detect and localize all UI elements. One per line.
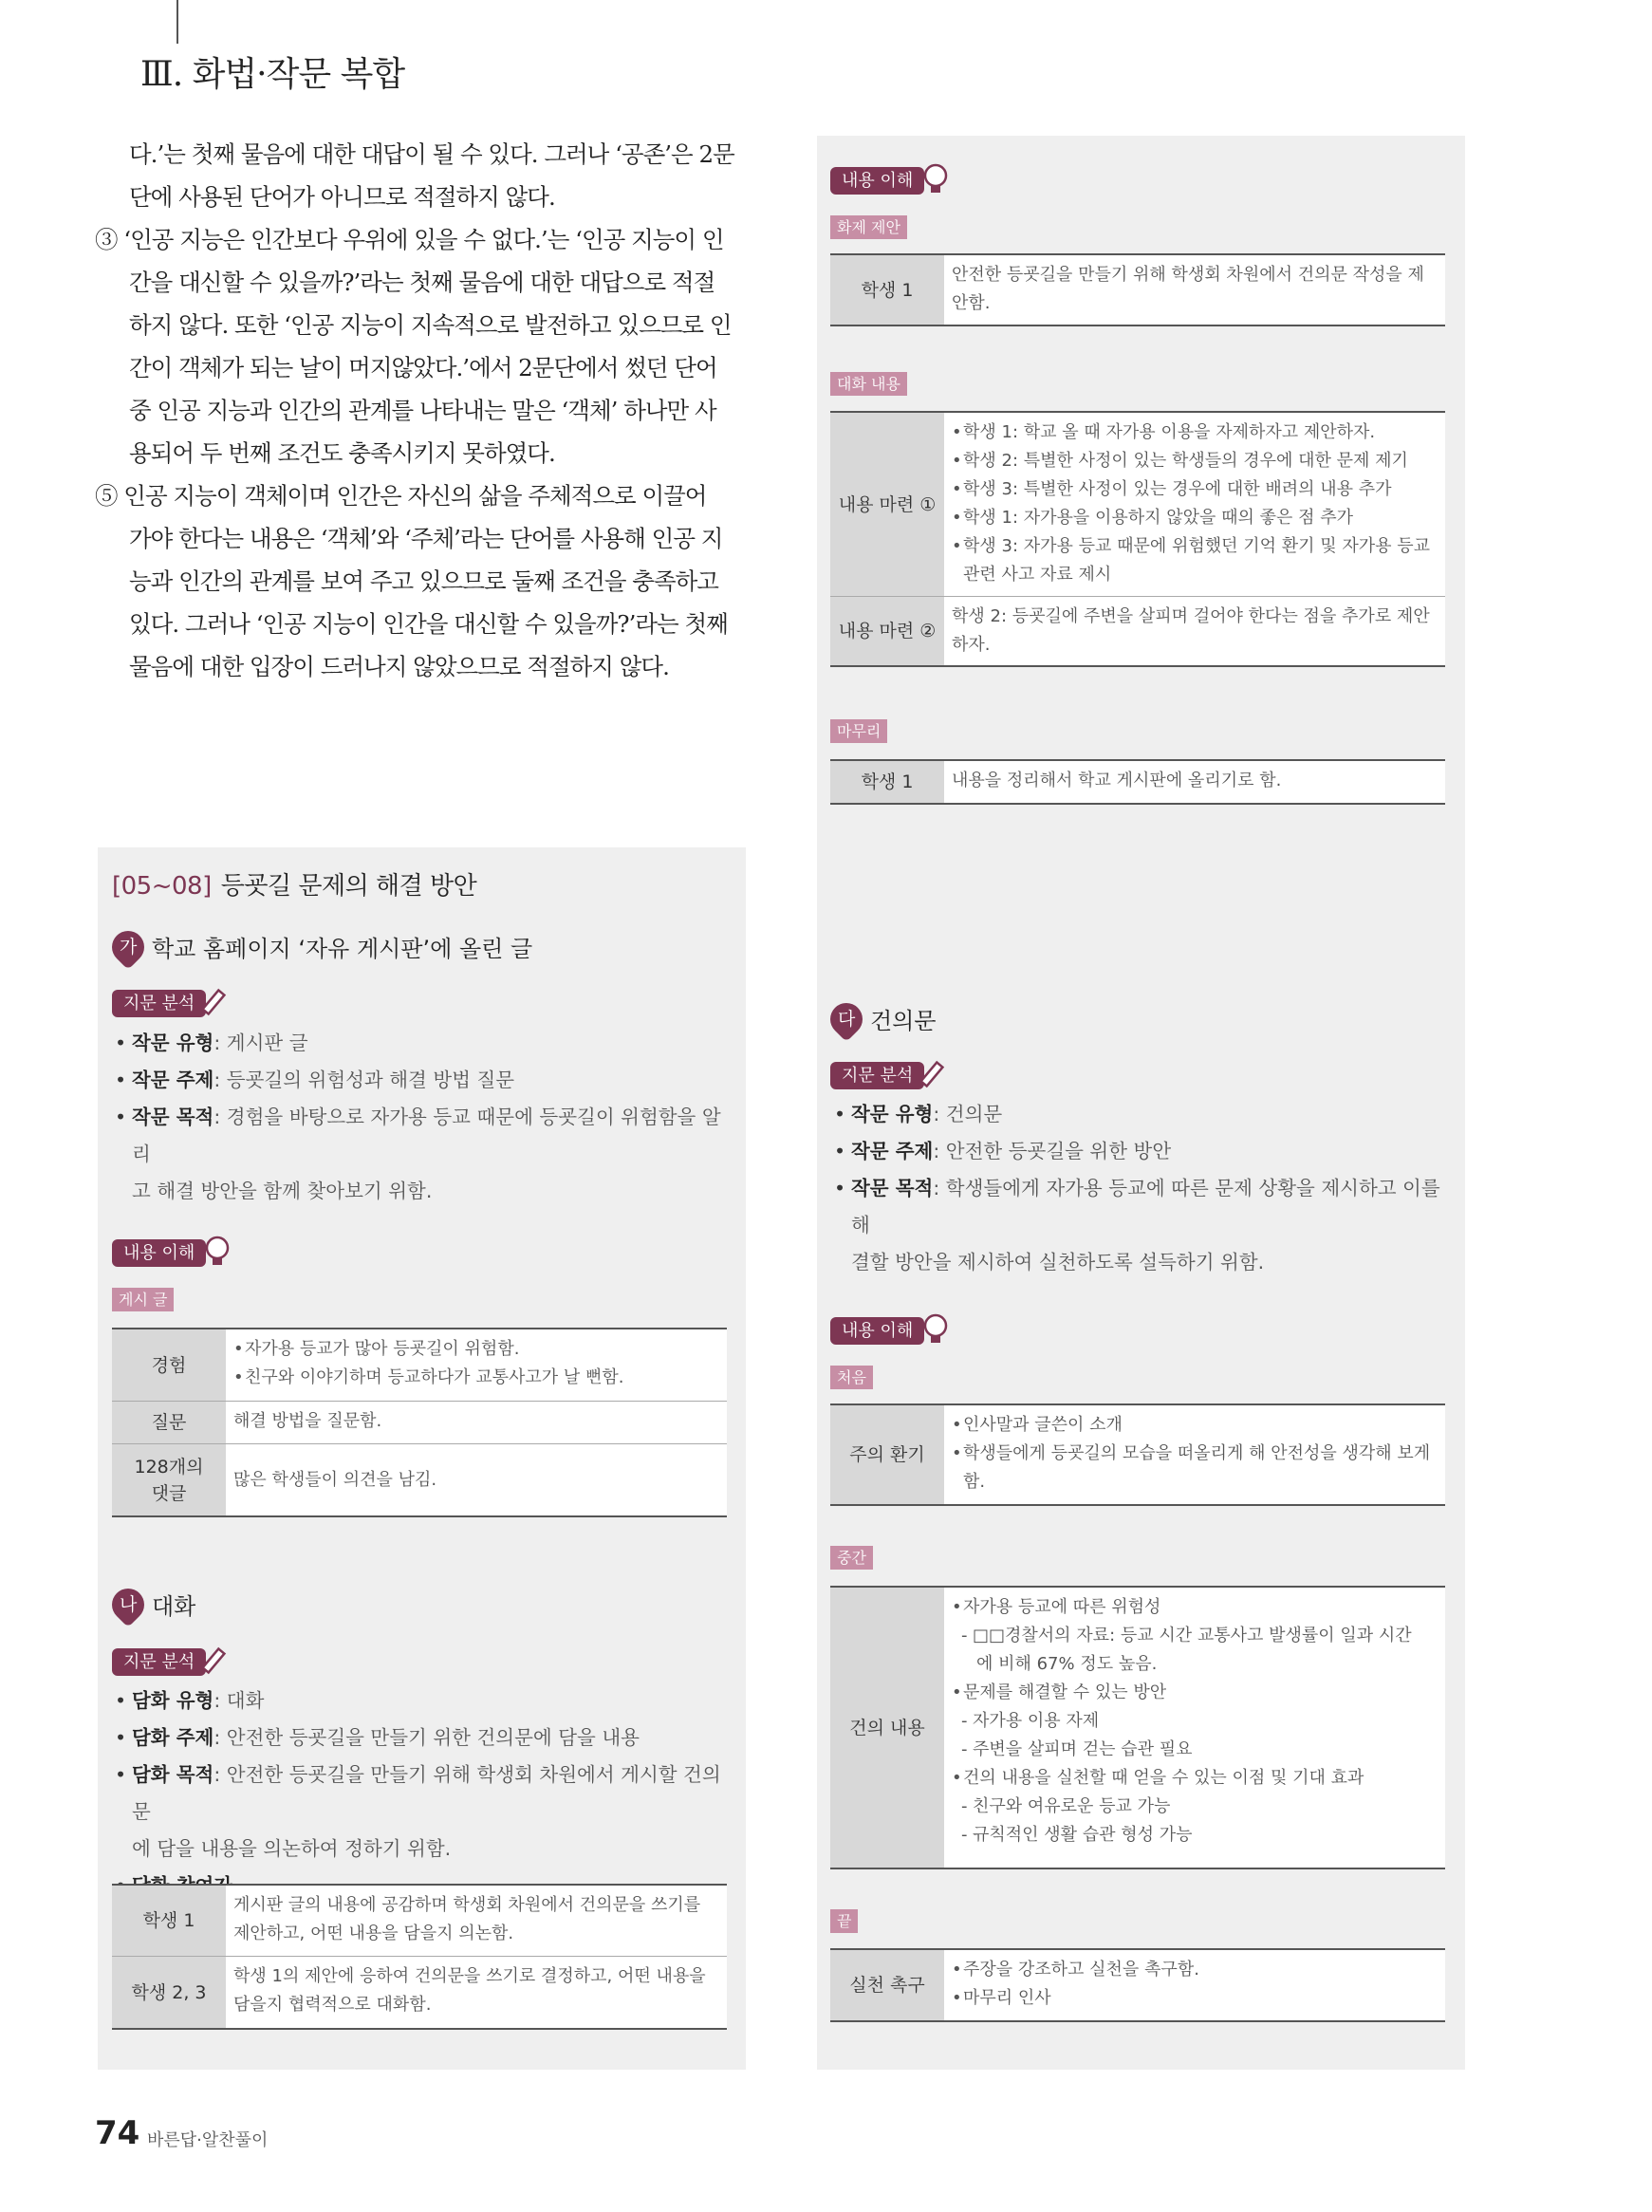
row-cell: 안전한 등굣길을 만들기 위해 학생회 차원에서 건의문 작성을 제안함. xyxy=(944,255,1445,325)
row-cell: 학생 1의 제안에 응하여 건의문을 쓰기로 결정하고, 어떤 내용을 담을지 협력적으로 대화함. xyxy=(226,1957,727,2028)
table-row xyxy=(112,1329,727,1402)
row-header: 학생 1 xyxy=(830,255,944,325)
badge-ga: 가 xyxy=(105,923,151,969)
row-header: 경험 xyxy=(112,1329,226,1401)
text-line: ⑤ 인공 지능이 객체이며 인간은 자신의 삶을 주체적으로 이끌어 xyxy=(95,482,707,510)
section-name: 등굣길 문제의 해결 방안 xyxy=(220,872,477,901)
cell-item: 에 비해 67% 정도 높음. xyxy=(976,1654,1158,1674)
pill-understand: 내용 이해 xyxy=(830,1317,924,1345)
cell-item: • 자가용 등교가 많아 등굣길이 위험함. xyxy=(233,1335,719,1364)
tag-end: 마무리 xyxy=(830,719,887,743)
middle-table xyxy=(830,1586,1445,1869)
table-row xyxy=(112,1402,727,1444)
list-item: • 담화 유형: 대화 xyxy=(115,1682,732,1719)
row-header: 내용 마련 ② xyxy=(830,597,944,665)
table-row xyxy=(830,1588,1445,1868)
text-line: 간을 대신할 수 있을까?’라는 첫째 물음에 대한 대답으로 적절 xyxy=(129,269,715,296)
tag-dialog: 대화 내용 xyxy=(830,372,907,396)
post-table xyxy=(112,1328,727,1517)
cell-item: • 인사말과 글쓴이 소개 xyxy=(952,1411,1438,1440)
pill-analysis: 지문 분석 xyxy=(112,990,206,1017)
row-cell: 해결 방법을 질문함. xyxy=(226,1402,727,1443)
tag-begin: 처음 xyxy=(830,1366,873,1389)
text-line: 하지 않다. 또한 ‘인공 지능이 지속적으로 발전하고 있으므로 인 xyxy=(129,311,732,339)
pill-analysis: 지문 분석 xyxy=(830,1062,924,1089)
last-table xyxy=(830,1948,1445,2022)
badge-da: 다 xyxy=(824,995,869,1041)
table-row xyxy=(830,1405,1445,1504)
row-cell xyxy=(944,413,1445,596)
row-header: 학생 1 xyxy=(830,761,944,803)
participants-table xyxy=(112,1884,727,2030)
begin-table xyxy=(830,1403,1445,1506)
text-line: 용되어 두 번째 조건도 충족시키지 못하였다. xyxy=(129,439,555,467)
table-row xyxy=(830,255,1445,325)
text-line: 중 인공 지능과 인간의 관계를 나타내는 말은 ‘객체’ 하나만 사 xyxy=(129,397,716,424)
na-analysis-list xyxy=(115,1682,732,1905)
list-item: • 작문 유형: 게시판 글 xyxy=(115,1025,732,1062)
right-panel xyxy=(817,136,1465,2070)
text-line: 단에 사용된 단어가 아니므로 적절하지 않다. xyxy=(129,183,555,211)
section-title xyxy=(112,866,476,902)
list-item: • 담화 주제: 안전한 등굣길을 만들기 위한 건의문에 담을 내용 xyxy=(115,1719,732,1757)
list-item: • 작문 목적: 경험을 바탕으로 자가용 등교 때문에 등굣길이 위험함을 알리 고 해결 방안을 함께 찾아보기 위함. xyxy=(115,1099,732,1210)
cell-item: - 규칙적인 생활 습관 형성 가능 xyxy=(952,1821,1438,1850)
text-line: 다.’는 첫째 물음에 대한 대답이 될 수 있다. 그러나 ‘공존’은 2문 xyxy=(129,140,734,168)
row-header: 학생 2, 3 xyxy=(112,1957,226,2028)
table-row xyxy=(112,1886,727,1957)
row-header: 건의 내용 xyxy=(830,1588,944,1868)
cell-item: - □□경찰서의 자료: 등교 시간 교통사고 발생률이 일과 시간 xyxy=(952,1622,1438,1650)
list-item: • 작문 유형: 건의문 xyxy=(834,1096,1451,1133)
top-rule xyxy=(176,0,178,44)
page-number: 74 xyxy=(95,2114,140,2152)
row-header: 주의 환기 xyxy=(830,1405,944,1504)
list-item: • 작문 주제: 안전한 등굣길을 위한 방안 xyxy=(834,1133,1451,1170)
sub-heading-label: 건의문 xyxy=(870,1008,937,1034)
cell-item: • 친구와 이야기하며 등교하다가 교통사고가 날 뻔함. xyxy=(233,1364,719,1392)
topic-table xyxy=(830,253,1445,326)
tag-middle: 중간 xyxy=(830,1546,873,1570)
lightbulb-icon xyxy=(919,1311,953,1348)
pencil-icon xyxy=(919,1056,953,1092)
cell-item: • 학생 2: 특별한 사정이 있는 학생들의 경우에 대한 문제 제기 xyxy=(952,447,1438,475)
row-cell: 게시판 글의 내용에 공감하며 학생회 차원에서 건의문을 쓰기를 제안하고, 어떤 내용을 담을지 의논함. xyxy=(226,1886,727,1956)
cell-item: • 학생 1: 학교 올 때 자가용 이용을 자제하자고 제안하자. xyxy=(952,418,1438,447)
row-cell: 많은 학생들이 의견을 남김. xyxy=(226,1444,727,1515)
cell-item: - 친구와 여유로운 등교 가능 xyxy=(952,1793,1438,1821)
text-line: ③ ‘인공 지능은 인간보다 우위에 있을 수 없다.’는 ‘인공 지능이 인 xyxy=(95,226,724,253)
table-row xyxy=(830,413,1445,597)
pencil-icon xyxy=(200,984,234,1020)
cell-item: • 학생 3: 자가용 등교 때문에 위험했던 기억 환기 및 자가용 등교 관련 사고 자료 제시 xyxy=(952,532,1438,589)
sub-heading-ga xyxy=(112,930,532,963)
footer-text: 바른답·알찬풀이 xyxy=(147,2130,269,2150)
dialog-table xyxy=(830,411,1445,667)
text-line: 능과 인간의 관계를 보여 주고 있으므로 둘째 조건을 충족하고 xyxy=(129,567,718,595)
sub-heading-label: 대화 xyxy=(152,1593,196,1620)
end-table xyxy=(830,759,1445,805)
cell-item: • 문제를 해결할 수 있는 방안 xyxy=(952,1679,1438,1707)
cell-item: • 학생 3: 특별한 사정이 있는 경우에 대한 배려의 내용 추가 xyxy=(952,475,1438,504)
row-cell xyxy=(226,1329,727,1401)
chapter-title: Ⅲ. 화법·작문 복합 xyxy=(140,55,405,94)
row-header: 실천 촉구 xyxy=(830,1950,944,2020)
da-analysis-list xyxy=(834,1096,1451,1281)
row-header: 학생 1 xyxy=(112,1886,226,1956)
row-cell xyxy=(944,1588,1445,1868)
cell-item: • 학생들에게 등굣길의 모습을 떠올리게 해 안전성을 생각해 보게 함. xyxy=(952,1440,1438,1496)
row-header: 128개의 댓글 xyxy=(112,1444,226,1515)
cell-item: • 건의 내용을 실천할 때 얻을 수 있는 이점 및 기대 효과 xyxy=(952,1764,1438,1793)
text-line: 간이 객체가 되는 날이 머지않았다.’에서 2문단에서 썼던 단어 xyxy=(129,354,717,381)
table-row xyxy=(112,1957,727,2028)
sub-heading-da xyxy=(830,1002,937,1035)
left-panel xyxy=(98,847,746,2070)
cell-item: • 학생 1: 자가용을 이용하지 않았을 때의 좋은 점 추가 xyxy=(952,504,1438,532)
tag-last: 끝 xyxy=(830,1909,858,1933)
ga-analysis-list xyxy=(115,1025,732,1210)
pill-understand: 내용 이해 xyxy=(112,1239,206,1267)
pill-understand: 내용 이해 xyxy=(830,167,924,195)
pencil-icon xyxy=(200,1643,234,1679)
section-range: [05~08] xyxy=(112,872,212,901)
pill-analysis: 지문 분석 xyxy=(112,1648,206,1676)
table-row xyxy=(112,1444,727,1515)
row-cell xyxy=(944,1405,1445,1504)
table-row xyxy=(830,597,1445,665)
list-item: • 작문 주제: 등굣길의 위험성과 해결 방법 질문 xyxy=(115,1062,732,1099)
table-row xyxy=(830,761,1445,803)
text-line: 있다. 그러나 ‘인공 지능이 인간을 대신할 수 있을까?’라는 첫째 xyxy=(129,610,728,638)
list-item: • 담화 목적: 안전한 등굣길을 만들기 위해 학생회 차원에서 게시할 건의문 에 담을 내용을 의논하여 정하기 위함. xyxy=(115,1757,732,1868)
text-line: 물음에 대한 입장이 드러나지 않았으므로 적절하지 않다. xyxy=(129,653,669,680)
row-header: 질문 xyxy=(112,1402,226,1443)
badge-na: 나 xyxy=(105,1581,151,1626)
row-cell: 학생 2: 등굣길에 주변을 살피며 걸어야 한다는 점을 추가로 제안하자. xyxy=(944,597,1445,665)
lightbulb-icon xyxy=(200,1234,234,1270)
lightbulb-icon xyxy=(919,161,953,197)
row-cell xyxy=(944,1950,1445,2020)
row-cell: 내용을 정리해서 학교 게시판에 올리기로 함. xyxy=(944,761,1445,803)
sub-heading-label: 학교 홈페이지 ‘자유 게시판’에 올린 글 xyxy=(152,936,533,962)
cell-item: • 주장을 강조하고 실천을 촉구함. xyxy=(952,1956,1438,1984)
cell-item: • 자가용 등교에 따른 위험성 xyxy=(952,1593,1438,1622)
text-line: 가야 한다는 내용은 ‘객체’와 ‘주체’라는 단어를 사용해 인공 지 xyxy=(129,525,723,552)
sub-heading-na xyxy=(112,1588,195,1621)
tag-topic: 화제 제안 xyxy=(830,215,907,239)
cell-item: - 주변을 살피며 걷는 습관 필요 xyxy=(952,1736,1438,1764)
cell-item: - 자가용 이용 자제 xyxy=(952,1707,1438,1736)
explanation-text xyxy=(95,133,750,688)
cell-item: • 마무리 인사 xyxy=(952,1984,1438,2013)
tag-post: 게시 글 xyxy=(112,1288,174,1311)
table-row xyxy=(830,1950,1445,2020)
list-item: • 작문 목적: 학생들에게 자가용 등교에 따른 문제 상황을 제시하고 이를 해 결할 방안을 제시하여 실천하도록 설득하기 위함. xyxy=(834,1170,1451,1281)
row-header: 내용 마련 ① xyxy=(830,413,944,596)
